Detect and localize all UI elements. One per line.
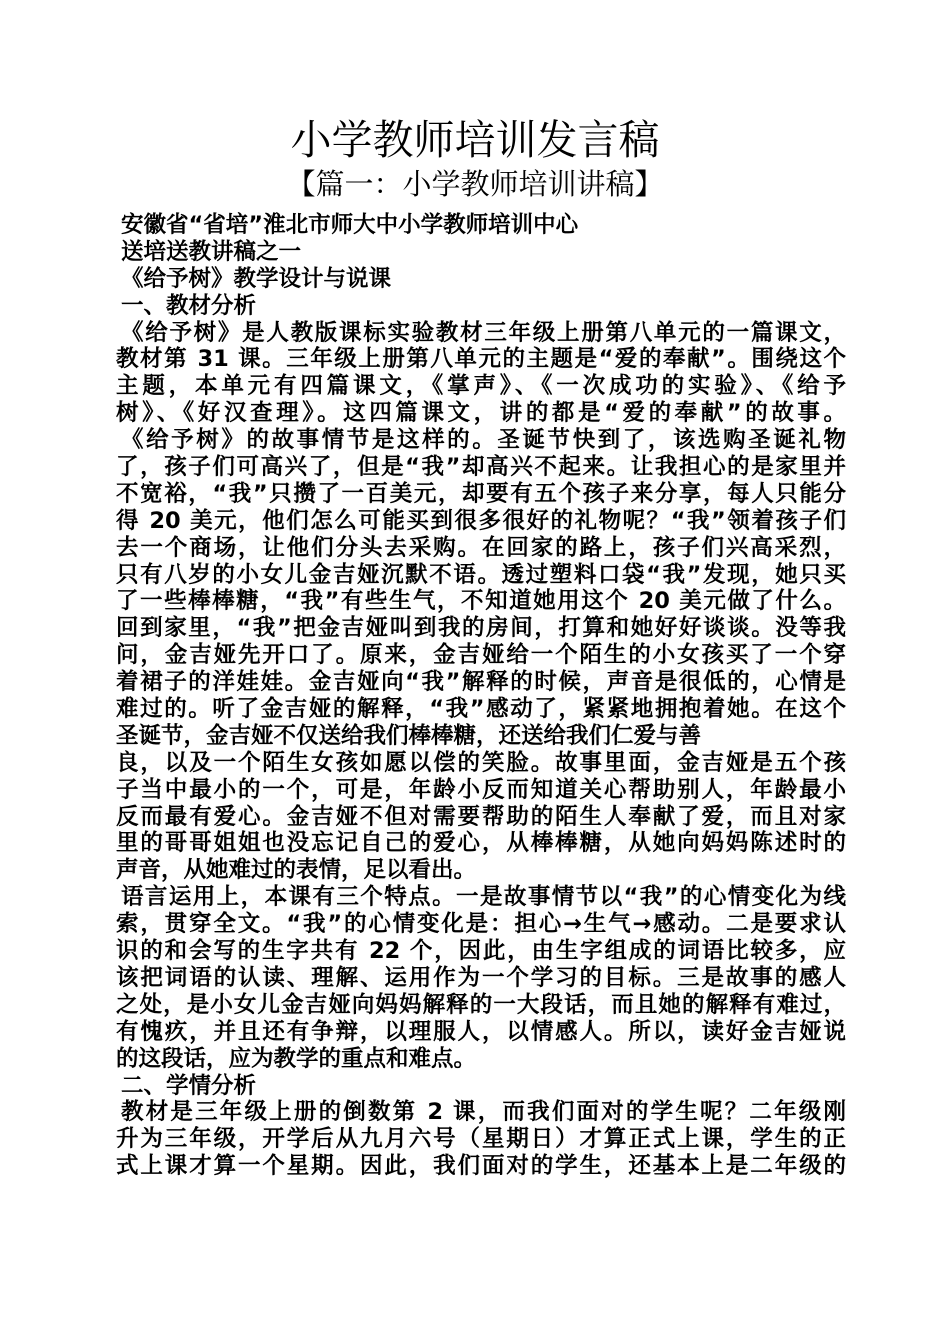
body-line: 主题，本单元有四篇课文，《掌声》、《一次成功的实验》、《给予 — [116, 373, 846, 400]
body-line: 《给予树》是人教版课标实验教材三年级上册第八单元的一篇课文， — [121, 319, 846, 346]
body-line: 问，金吉娅先开口了。原来，金吉娅给一个陌生的小女孩买了一个穿 — [116, 642, 846, 669]
body-line: 的这段话，应为教学的重点和难点。 — [116, 1045, 477, 1072]
body-line: 送培送教讲稿之一 — [121, 238, 302, 265]
body-line: 得 20 美元，他们怎么可能买到很多很好的礼物呢？“我”领着孩子们 — [116, 507, 846, 534]
document-body — [116, 212, 846, 1180]
body-line: 子当中最小的一个，可是，年龄小反而知道关心帮助别人，年龄最小 — [116, 776, 846, 803]
body-line: 良，以及一个陌生女孩如愿以偿的笑脸。故事里面，金吉娅是五个孩 — [116, 749, 846, 776]
body-line: 有愧疚，并且还有争辩，以理服人，以情感人。所以，读好金吉娅说 — [116, 1018, 846, 1045]
body-line: 识的和会写的生字共有 22 个，因此，由生字组成的词语比较多，应 — [116, 938, 846, 965]
body-line: 《给予树》教学设计与说课 — [121, 265, 392, 292]
body-line: 了，孩子们可高兴了，但是“我”却高兴不起来。让我担心的是家里并 — [116, 454, 846, 481]
body-line: 安徽省“省培”淮北市师大中小学教师培训中心 — [121, 212, 579, 238]
body-line: 圣诞节，金吉娅不仅送给我们棒棒糖，还送给我们仁爱与善 — [116, 722, 702, 749]
body-line: 二、学情分析 — [121, 1072, 257, 1099]
document-title: 小学教师培训发言稿 — [290, 116, 660, 164]
body-line: 教材第 31 课。三年级上册第八单元的主题是“爱的奉献”。围绕这个 — [116, 346, 846, 373]
body-line: 难过的。听了金吉娅的解释，“我”感动了，紧紧地拥抱着她。在这个 — [116, 696, 846, 723]
body-line: 不宽裕，“我”只攒了一百美元，却要有五个孩子来分享，每人只能分 — [116, 480, 846, 507]
body-line: 该把词语的认读、理解、运用作为一个学习的目标。三是故事的感人 — [116, 964, 846, 991]
body-line: 《给予树》的故事情节是这样的。圣诞节快到了，该选购圣诞礼物 — [121, 427, 846, 454]
body-line: 只有八岁的小女儿金吉娅沉默不语。透过塑料口袋“我”发现，她只买 — [116, 561, 846, 588]
body-line: 里的哥哥姐姐也没忘记自己的爱心，从棒棒糖，从她向妈妈陈述时的 — [116, 830, 846, 857]
body-line: 反而最有爱心。金吉娅不但对需要帮助的陌生人奉献了爱，而且对家 — [116, 803, 846, 830]
document-subtitle: 【篇一：小学教师培训讲稿】 — [286, 167, 664, 201]
body-line: 式上课才算一个星期。因此，我们面对的学生，还基本上是二年级的 — [116, 1153, 846, 1180]
body-line: 之处，是小女儿金吉娅向妈妈解释的一大段话，而且她的解释有难过， — [116, 991, 846, 1018]
body-line: 教材是三年级上册的倒数第 2 课，而我们面对的学生呢？二年级刚 — [121, 1099, 846, 1126]
body-line: 树》、《好汉查理》。这四篇课文，讲的都是“爱的奉献”的故事。 — [116, 400, 846, 427]
body-line: 语言运用上，本课有三个特点。一是故事情节以“我”的心情变化为线 — [121, 884, 846, 911]
body-line: 回到家里，“我”把金吉娅叫到我的房间，打算和她好好谈谈。没等我 — [116, 615, 846, 642]
body-line: 索，贯穿全文。“我”的心情变化是：担心→生气→感动。二是要求认 — [116, 911, 846, 938]
body-line: 声音，从她难过的表情，足以看出。 — [116, 857, 477, 884]
body-line: 着裙子的洋娃娃。金吉娅向“我”解释的时候，声音是很低的，心情是 — [116, 669, 846, 696]
body-line: 升为三年级，开学后从九月六号（星期日）才算正式上课，学生的正 — [116, 1126, 846, 1153]
body-line: 了一些棒棒糖，“我”有些生气，不知道她用这个 20 美元做了什么。 — [116, 588, 846, 615]
body-line: 去一个商场，让他们分头去采购。在回家的路上，孩子们兴高采烈， — [116, 534, 846, 561]
body-line: 一、教材分析 — [121, 292, 257, 319]
